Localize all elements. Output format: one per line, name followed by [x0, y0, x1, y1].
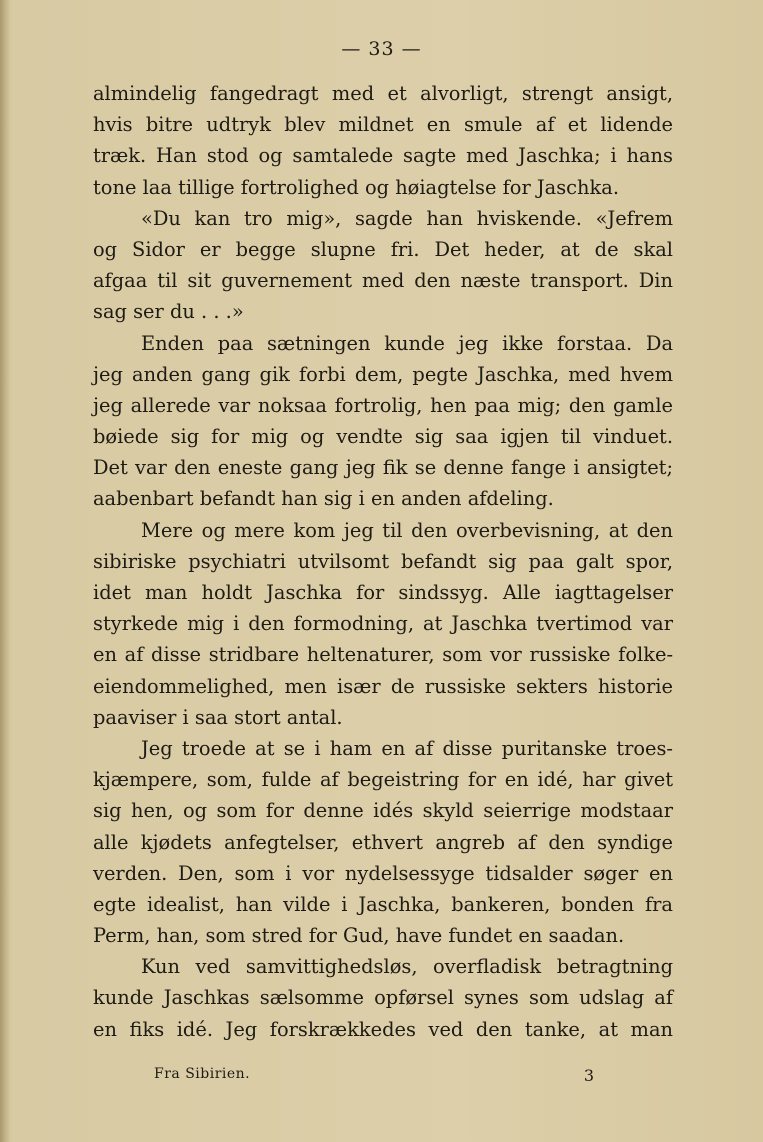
- text-line: Det var den eneste gang jeg fik se denne fange i ansigtet;: [93, 456, 673, 480]
- text-line: Jeg troede at se i ham en af disse puritanske troes-: [141, 736, 673, 760]
- text-line: bøiede sig for mig og vendte sig saa igjen til vinduet.: [93, 425, 673, 449]
- text-line: alle kjødets anfegtelser, ethvert angreb af den syndige: [93, 830, 673, 854]
- footer-book-title: Fra Sibirien.: [154, 1066, 251, 1082]
- text-line: eiendommelighed, men især de russiske sekters historie: [93, 674, 673, 698]
- text-line: en af disse stridbare heltenaturer, som vor russiske folke-: [93, 643, 673, 667]
- text-line: egte idealist, han vilde i Jaschka, bankeren, bonden fra: [93, 892, 673, 916]
- text-line: sag ser du . . .»: [93, 300, 244, 324]
- text-line: afgaa til sit guvernement med den næste transport. Din: [93, 269, 673, 293]
- text-line: sibiriske psychiatri utvilsomt befandt sig paa galt spor,: [93, 549, 673, 573]
- text-line: jeg anden gang gik forbi dem, pegte Jaschka, med hvem: [93, 362, 673, 386]
- text-line: «Du kan tro mig», sagde han hviskende. «Jefrem: [141, 206, 673, 230]
- text-line: træk. Han stod og samtalede sagte med Jaschka; i hans: [93, 144, 673, 168]
- text-line: sig hen, og som for denne idés skyld seierrige modstaar: [93, 799, 673, 823]
- text-line: tone laa tillige fortrolighed og høiagtelse for Jaschka.: [93, 175, 619, 199]
- text-line: kunde Jaschkas sælsomme opførsel synes som udslag af: [93, 986, 673, 1010]
- text-line: idet man holdt Jaschka for sindssyg. Alle iagttagelser: [93, 581, 673, 604]
- text-line: en fiks idé. Jeg forskrækkedes ved den tanke, at man: [93, 1017, 673, 1041]
- text-line: og Sidor er begge slupne fri. Det heder, at de skal: [93, 237, 673, 261]
- text-line: paaviser i saa stort antal.: [93, 705, 343, 729]
- footer-signature-mark: 3: [583, 1066, 594, 1085]
- page-number: — 33 —: [341, 38, 422, 60]
- text-line: almindelig fangedragt med et alvorligt, strengt ansigt,: [93, 82, 673, 105]
- text-line: Kun ved samvittighedsløs, overfladisk betragtning: [141, 955, 673, 979]
- text-line: aabenbart befandt han sig i en anden afdeling.: [93, 487, 554, 511]
- text-line: Enden paa sætningen kunde jeg ikke forstaa. Da: [141, 331, 673, 355]
- text-line: Perm, han, som stred for Gud, have fundet en saadan.: [93, 924, 625, 948]
- page-gutter-shadow: [0, 0, 10, 1142]
- text-line: verden. Den, som i vor nydelsessyge tidsalder søger en: [93, 861, 673, 885]
- text-line: kjæmpere, som, fulde af begeistring for en idé, har givet: [93, 768, 673, 792]
- text-line: styrkede mig i den formodning, at Jaschka tvertimod var: [93, 612, 673, 636]
- text-line: jeg allerede var noksaa fortrolig, hen paa mig; den gamle: [93, 393, 673, 417]
- text-line: Mere og mere kom jeg til den overbevisning, at den: [141, 518, 673, 542]
- text-line: hvis bitre udtryk blev mildnet en smule af et lidende: [93, 113, 673, 137]
- body-text: [93, 78, 673, 1045]
